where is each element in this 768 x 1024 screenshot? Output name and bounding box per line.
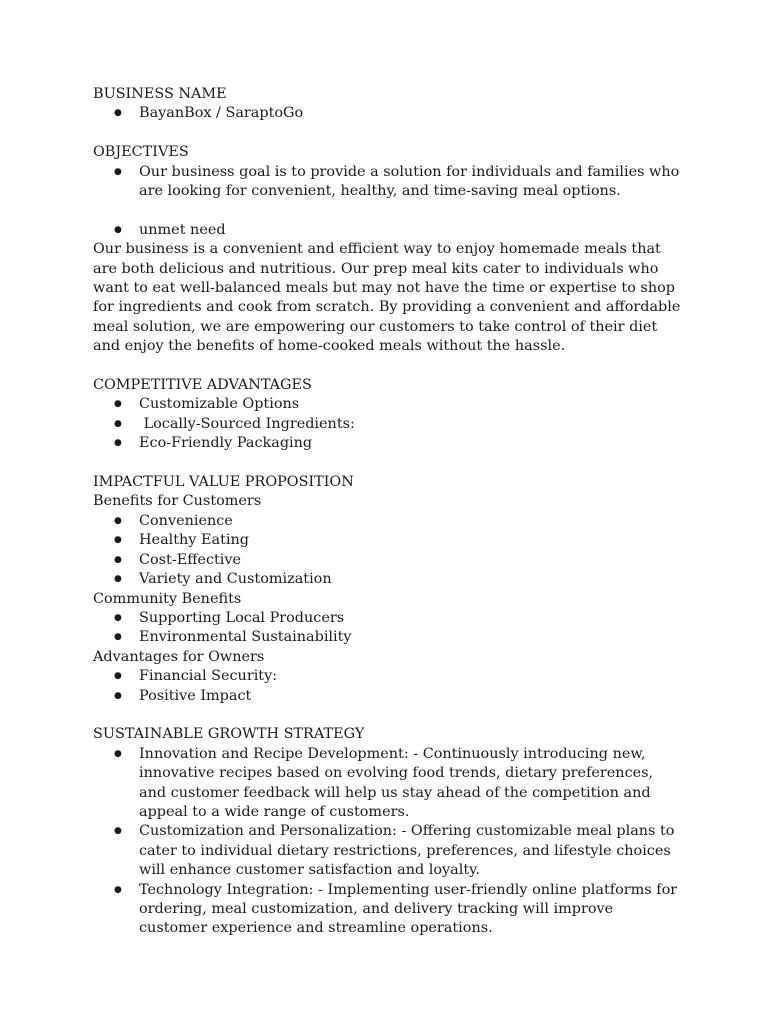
list-item: ● Convenience	[93, 512, 683, 531]
list-item: ● Innovation and Recipe Development: - Continuously introducing new, innovative recipes based on evolving food trends, dietary preferences, and customer feedback will help us stay ahead of the competition and appeal to a wide range of customers.	[93, 745, 683, 823]
list-item: ● Technology Integration: - Implementing user-friendly online platforms for ordering, meal customization, and delivery tracking will improve customer experience and streamline operations.	[93, 881, 683, 939]
spacer	[93, 201, 683, 220]
list-item: ● BayanBox / SaraptoGo	[93, 104, 683, 123]
business-name-list	[93, 104, 683, 123]
customer-benefits-heading: Benefits for Customers	[93, 493, 262, 510]
customer-benefits-list	[93, 512, 683, 590]
list-item: ● Eco-Friendly Packaging	[93, 434, 683, 453]
list-item: ● Variety and Customization	[93, 570, 683, 589]
list-item: ● Our business goal is to provide a solution for individuals and families who are looking for convenient, healthy, and time-saving meal options.	[93, 163, 683, 202]
list-item: ● Healthy Eating	[93, 531, 683, 550]
objectives-list	[93, 163, 683, 202]
competitive-advantages-list	[93, 395, 683, 453]
document-body	[93, 85, 683, 939]
list-item: ● Customizable Options	[93, 395, 683, 414]
growth-strategy-list	[93, 745, 683, 939]
list-item: ● Positive Impact	[93, 687, 683, 706]
list-item: ● unmet need	[93, 221, 683, 240]
value-proposition-heading: IMPACTFUL VALUE PROPOSITION	[93, 474, 354, 491]
list-item: ● Cost-Effective	[93, 551, 683, 570]
competitive-advantages-heading: COMPETITIVE ADVANTAGES	[93, 377, 312, 394]
owner-advantages-heading: Advantages for Owners	[93, 648, 265, 665]
community-benefits-list	[93, 609, 683, 648]
list-item: ● Environmental Sustainability	[93, 628, 683, 647]
unmet-need-paragraph: Our business is a convenient and efficient way to enjoy homemade meals that are both delicious and nutritious. Our prep meal kits cater to individuals who want to eat well-balanced meals but may not have the time or expertise to shop for ingredients and cook from scratch. By providing a convenient and affordable meal solution, we are empowering our customers to take control of their diet and enjoy the benefits of home-cooked meals without the hassle.	[93, 241, 681, 355]
owner-advantages-list	[93, 667, 683, 706]
spacer	[93, 124, 683, 143]
list-item: ● Supporting Local Producers	[93, 609, 683, 628]
community-benefits-heading: Community Benefits	[93, 590, 242, 607]
unmet-need-list	[93, 221, 683, 240]
spacer	[93, 357, 683, 376]
objectives-heading: OBJECTIVES	[93, 144, 189, 161]
business-name-heading: BUSINESS NAME	[93, 86, 227, 102]
list-item: ● Customization and Personalization: - Offering customizable meal plans to cater to individual dietary restrictions, preferences, and lifestyle choices will enhance customer satisfaction and loyalty.	[93, 822, 683, 880]
spacer	[93, 706, 683, 725]
list-item: ● Financial Security:	[93, 667, 683, 686]
growth-strategy-heading: SUSTAINABLE GROWTH STRATEGY	[93, 726, 365, 743]
spacer	[93, 454, 683, 473]
list-item: ● Locally-Sourced Ingredients:	[93, 415, 683, 434]
